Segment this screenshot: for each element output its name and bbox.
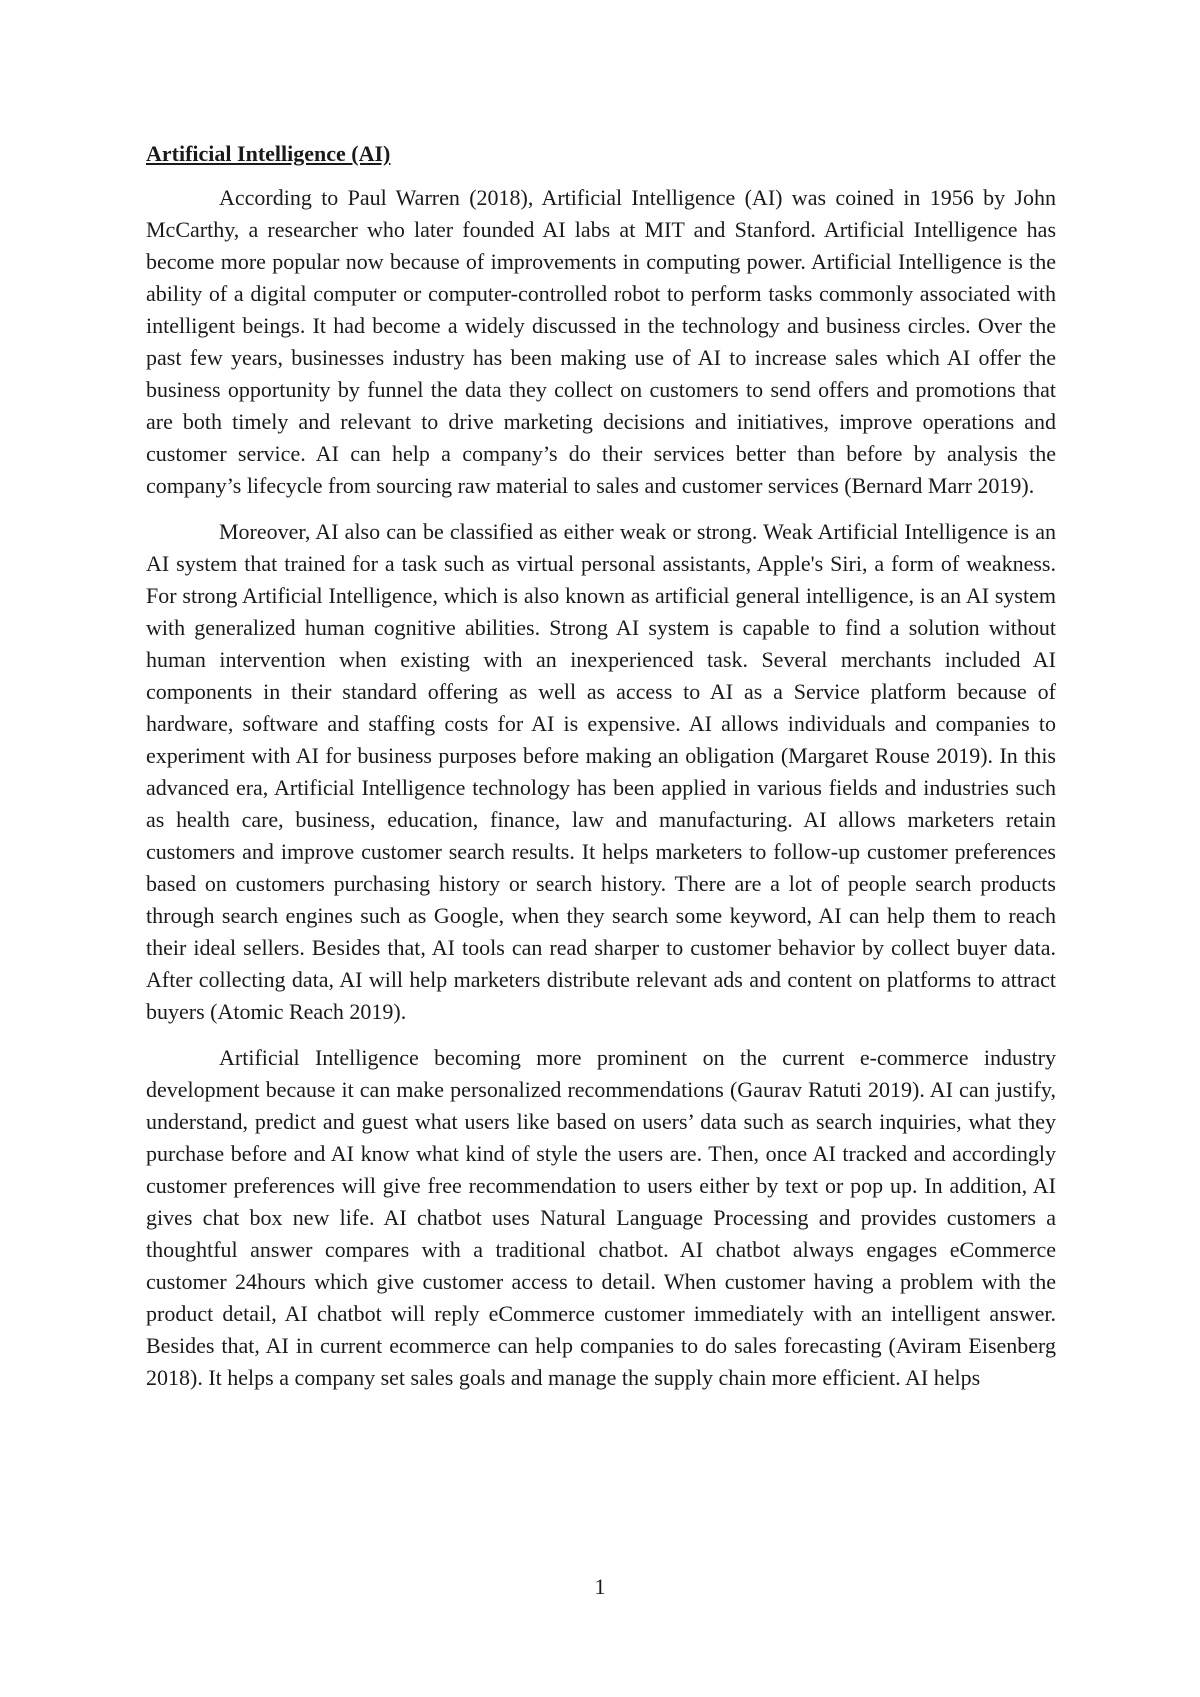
paragraph-3: Artificial Intelligence becoming more prominent on the current e-commerce industry development because it can make personalized recommendations (Gaurav Ratuti 2019). AI can justify, understand, predict and guest what users like based on users’ data such as search inquiries, what they purchase before and AI know what kind of style the users are. Then, once AI tracked and accordingly customer preferences will give free recommendation to users either by text or pop up. In addition, AI gives chat box new life. AI chatbot uses Natural Language Processing and provides customers a thoughtful answer compares with a traditional chatbot. AI chatbot always engages eCommerce customer 24hours which give customer access to detail. When customer having a problem with the product detail, AI chatbot will reply eCommerce customer immediately with an intelligent answer. Besides that, AI in current ecommerce can help companies to do sales forecasting (Aviram Eisenberg 2018). It helps a company set sales goals and manage the supply chain more efficient. AI helps [146,1045,1056,1390]
paragraph-2: Moreover, AI also can be classified as either weak or strong. Weak Artificial Intelligence is an AI system that trained for a task such as virtual personal assistants, Apple's Siri, a form of weakness. For strong Artificial Intelligence, which is also known as artificial general intelligence, is an AI system with generalized human cognitive abilities. Strong AI system is capable to find a solution without human intervention when existing with an inexperienced task. Several merchants included AI components in their standard offering as well as access to AI as a Service platform because of hardware, software and staffing costs for AI is expensive. AI allows individuals and companies to experiment with AI for business purposes before making an obligation (Margaret Rouse 2019). In this advanced era, Artificial Intelligence technology has been applied in various fields and industries such as health care, business, education, finance, law and manufacturing. AI allows marketers retain customers and improve customer search results. It helps marketers to follow-up customer preferences based on customers purchasing history or search history. There are a lot of people search products through search engines such as Google, when they search some keyword, AI can help them to reach their ideal sellers. Besides that, AI tools can read sharper to customer behavior by collect buyer data. After collecting data, AI will help marketers distribute relevant ads and content on platforms to attract buyers (Atomic Reach 2019). [146,519,1056,1024]
document-body [146,138,1056,1408]
page-number: 1 [594,1574,606,1599]
document-title: Artificial Intelligence (AI) [146,141,391,166]
paragraph-1: According to Paul Warren (2018), Artificial Intelligence (AI) was coined in 1956 by John McCarthy, a researcher who later founded AI labs at MIT and Stanford. Artificial Intelligence has become more popular now because of improvements in computing power. Artificial Intelligence is the ability of a digital computer or computer-controlled robot to perform tasks commonly associated with intelligent beings. It had become a widely discussed in the technology and business circles. Over the past few years, businesses industry has been making use of AI to increase sales which AI offer the business opportunity by funnel the data they collect on customers to send offers and promotions that are both timely and relevant to drive marketing decisions and initiatives, improve operations and customer service. AI can help a company’s do their services better than before by analysis the company’s lifecycle from sourcing raw material to sales and customer services (Bernard Marr 2019). [146,185,1056,498]
